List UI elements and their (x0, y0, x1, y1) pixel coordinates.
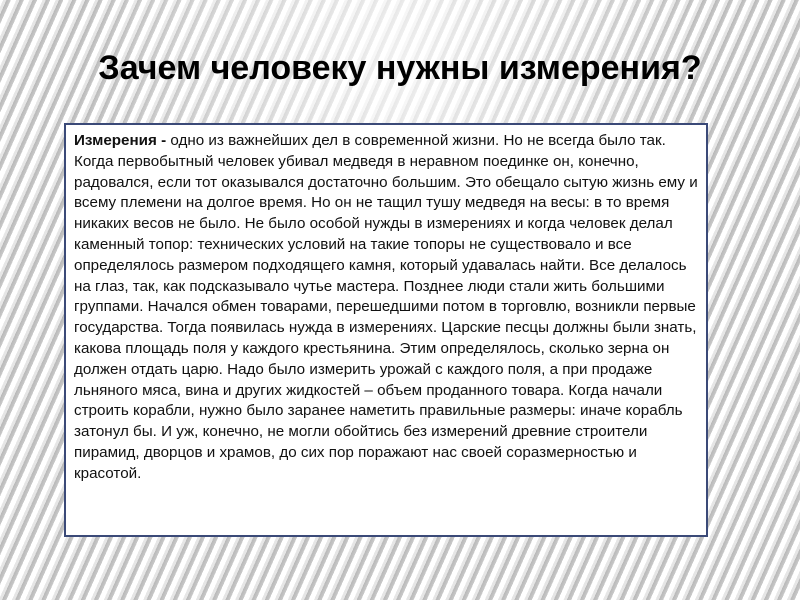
lead-separator: - (156, 132, 171, 149)
lead-term: Измерения (74, 132, 157, 149)
body-paragraph (74, 131, 698, 485)
slide-title: Зачем человеку нужны измерения? (98, 49, 702, 87)
text-box (64, 123, 708, 537)
body-text: одно из важнейших дел в современной жизни. Но не всегда было так. Когда первобытный человек убивал медведя в неравном поединке он, конечно, радовался, если тот оказывался достаточно большим. Это обещало сытую жизнь ему и всему племени на долгое время. Но он не тащил тушу медведя на весы: в то время никаких весов не было. Не было особой нужды в измерениях и когда человек делал каменный топор: технических условий на такие топоры не существовало и все определялось размером подходящего камня, который удавалась найти. Все делалось на глаз, так, как подсказывало чутье мастера. Позднее люди стали жить большими группами. Начался обмен товарами, перешедшими потом в торговлю, возникли первые государства. Тогда появилась нужда в измерениях. Царские песцы должны были знать, какова площадь поля у каждого крестьянина. Этим определялось, сколько зерна он должен отдать царю. Надо было измерить урожай с каждого поля, а при продаже льняного мяса, вина и других жидкостей – объем проданного товара. Когда начали строить корабли, нужно было заранее наметить правильные размеры: иначе корабль затонул бы. И уж, конечно, не могли обойтись без измерений древние строители пирамид, дворцов и храмов, до сих пор поражают нас своей соразмерностью и красотой. (74, 132, 698, 482)
